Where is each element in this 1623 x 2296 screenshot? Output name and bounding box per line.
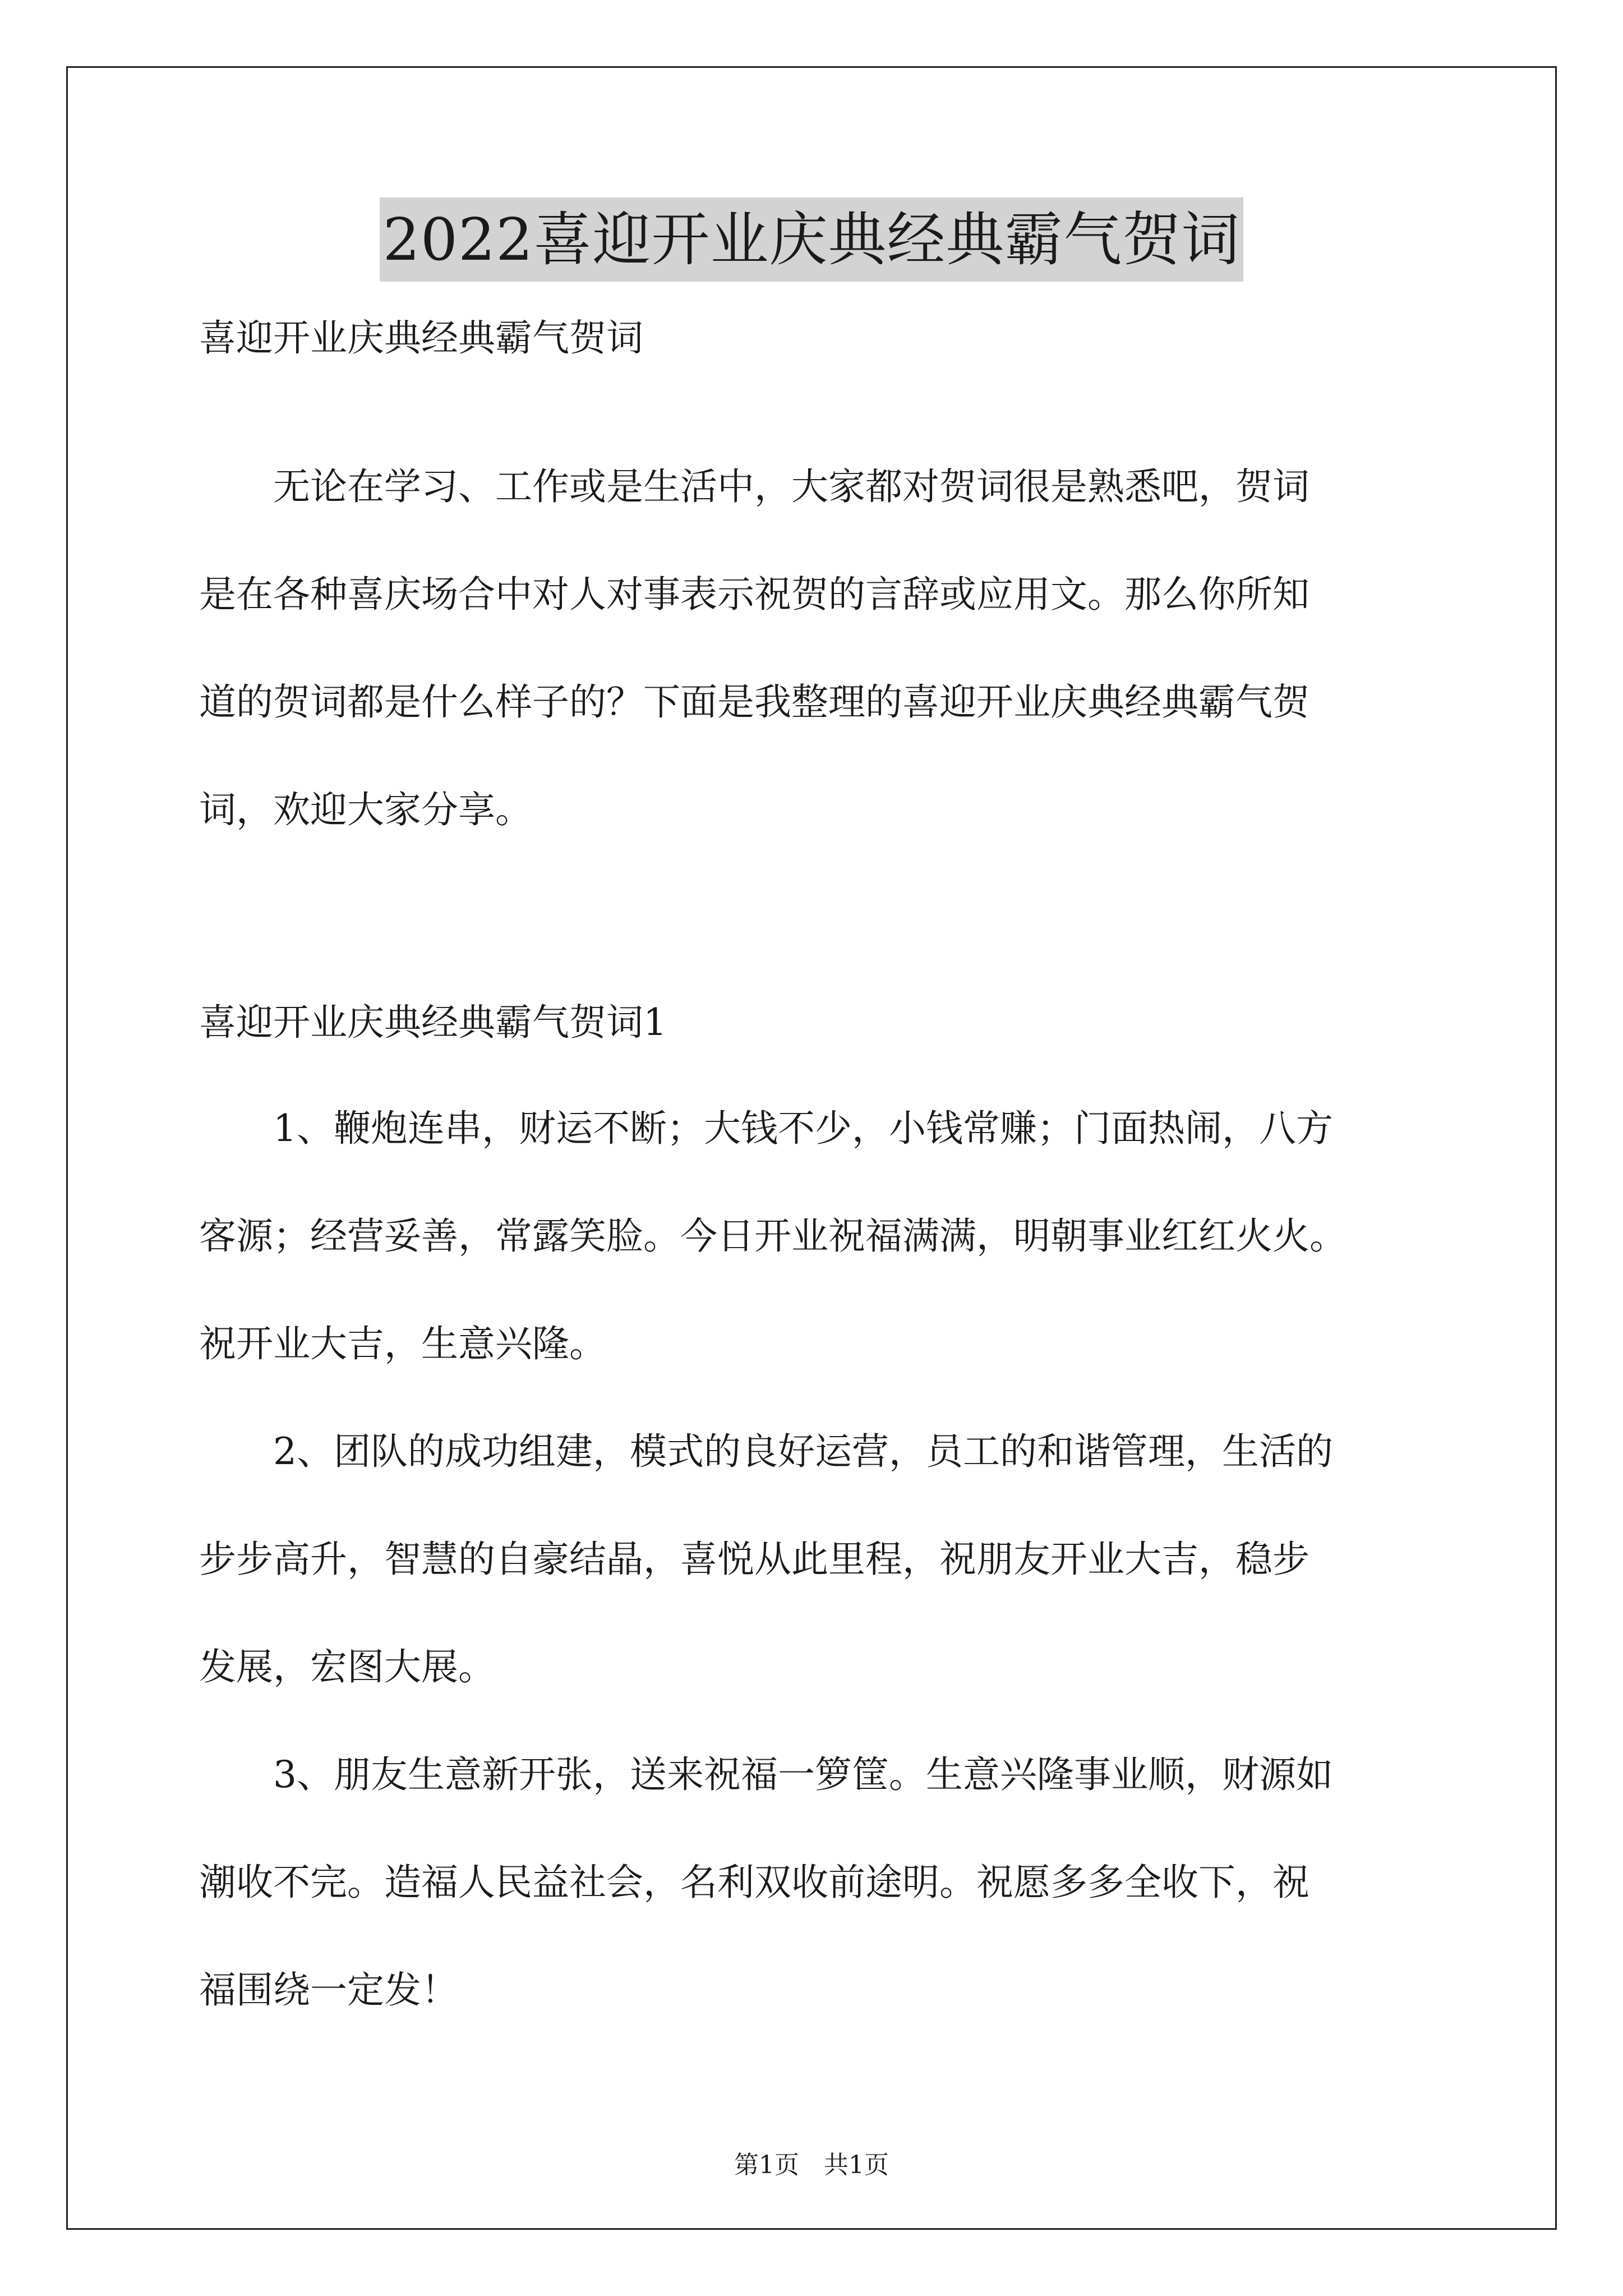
document-subtitle: 喜迎开业庆典经典霸气贺词	[199, 316, 643, 360]
intro-line: 是在各种喜庆场合中对人对事表示祝贺的言辞或应用文。那么你所知	[199, 573, 1310, 616]
item3-line: 福围绕一定发！	[199, 1968, 458, 2012]
item2-line: 2、团队的成功组建，模式的良好运营，员工的和谐管理，生活的	[199, 1430, 1333, 1473]
item2-line: 发展，宏图大展。	[199, 1645, 495, 1688]
intro-line: 无论在学习、工作或是生活中，大家都对贺词很是熟悉吧，贺词	[199, 465, 1310, 508]
intro-line: 词，欢迎大家分享。	[199, 788, 532, 831]
document-title: 2022喜迎开业庆典经典霸气贺词	[380, 197, 1244, 282]
item3-line: 3、朋友生意新开张，送来祝福一箩筐。生意兴隆事业顺，财源如	[199, 1753, 1333, 1796]
item2-line: 步步高升，智慧的自豪结晶，喜悦从此里程，祝朋友开业大吉，稳步	[199, 1538, 1310, 1581]
title-container	[0, 197, 1623, 282]
intro-line: 道的贺词都是什么样子的？下面是我整理的喜迎开业庆典经典霸气贺	[199, 680, 1310, 724]
item1-line: 祝开业大吉，生意兴隆。	[199, 1322, 606, 1365]
page-footer: 第1页 共1页	[734, 2151, 889, 2179]
section-heading: 喜迎开业庆典经典霸气贺词1	[199, 1001, 667, 1044]
item3-line: 潮收不完。造福人民益社会，名利双收前途明。祝愿多多全收下，祝	[199, 1861, 1310, 1904]
item1-line: 客源；经营妥善，常露笑脸。今日开业祝福满满，明朝事业红红火火。	[199, 1214, 1347, 1258]
item1-line: 1、鞭炮连串，财运不断；大钱不少，小钱常赚；门面热闹，八方	[199, 1107, 1333, 1150]
